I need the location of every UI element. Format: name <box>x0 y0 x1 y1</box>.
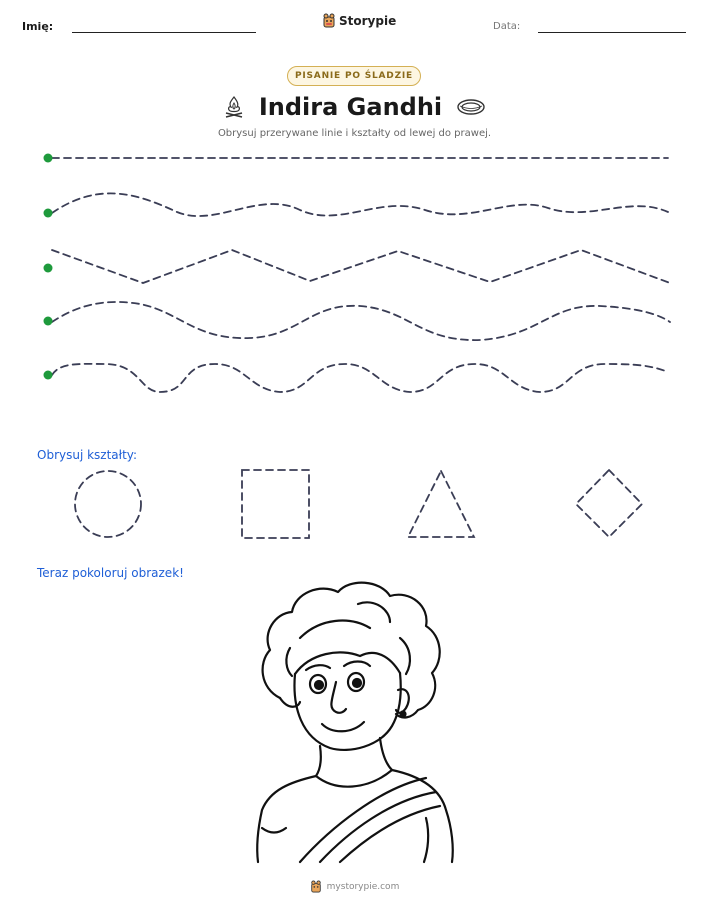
tracing-line-zigzag[interactable] <box>52 250 670 283</box>
start-dot <box>44 154 53 163</box>
date-label: Data: <box>493 21 521 32</box>
trace-shape-diamond[interactable] <box>576 470 642 537</box>
shapes-section-label: Obrysuj kształty: <box>37 448 138 462</box>
start-dot <box>44 317 53 326</box>
tracing-line-wave-2[interactable] <box>52 302 670 340</box>
tracing-line-bump-wave[interactable] <box>52 364 668 392</box>
footer <box>0 880 709 893</box>
shoulder-outline <box>257 776 316 862</box>
trace-shape-square[interactable] <box>242 470 309 538</box>
name-label: Imię: <box>22 20 54 33</box>
coloring-section-label: Teraz pokoloruj obrazek! <box>37 566 184 580</box>
start-dot <box>44 371 53 380</box>
start-dot <box>44 264 53 273</box>
brand-name: Storypie <box>339 13 397 28</box>
trace-shape-circle[interactable] <box>75 471 141 537</box>
page-title: Indira Gandhi <box>258 93 443 121</box>
instructions-text: Obrysuj przerywane linie i kształty od lewej do prawej. <box>217 128 492 139</box>
start-dot <box>44 209 53 218</box>
footer-url[interactable]: mystorypie.com <box>326 881 400 892</box>
tracing-line-wave[interactable] <box>52 193 668 216</box>
trace-shape-triangle[interactable] <box>408 471 474 537</box>
coloring-portrait[interactable] <box>240 578 460 864</box>
saree-drape <box>300 778 426 862</box>
mascot-icon <box>310 880 322 893</box>
worksheet-type-badge: PISANIE PO ŚLADZIE <box>287 66 421 86</box>
